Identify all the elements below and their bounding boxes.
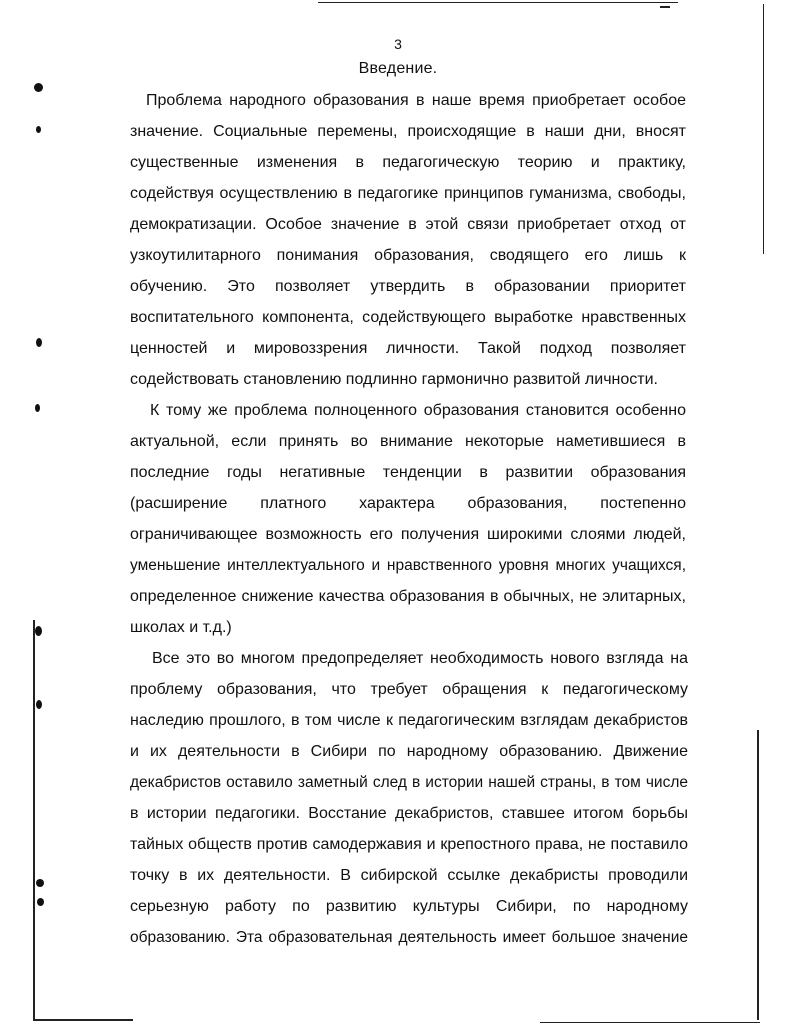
text-line: воспитательного компонента, содействующего выработке нравственных bbox=[130, 309, 686, 326]
text-line: последние годы негативные тенденции в развитии образования bbox=[130, 464, 686, 481]
text-line: тайных обществ против самодержавия и крепостного права, не поставило bbox=[130, 836, 688, 853]
text-line: демократизации. Особое значение в этой связи приобретает отход от bbox=[130, 216, 686, 233]
binder-mark bbox=[35, 626, 42, 636]
text-line: декабристов оставило заметный след в истории нашей страны, в том числе bbox=[130, 774, 688, 791]
text-line: содействовать становлению подлинно гармонично развитой личности. bbox=[130, 371, 658, 388]
text-line: серьезную работу по развитию культуры Сибири, по народному bbox=[130, 898, 688, 915]
binder-mark bbox=[36, 126, 41, 133]
binder-mark bbox=[36, 338, 42, 347]
text-line: школах и т.д.) bbox=[130, 619, 232, 636]
text-line: и их деятельности в Сибири по народному образованию. Движение bbox=[130, 743, 688, 760]
text-line: К тому же проблема полноценного образования становится особенно bbox=[150, 402, 686, 419]
text-line: определенное снижение качества образования в обычных, не элитарных, bbox=[130, 588, 686, 605]
scan-bottom-edge-right bbox=[540, 1022, 760, 1023]
text-line: ценностей и мировоззрения личности. Такой подход позволяет bbox=[130, 340, 686, 357]
page-number: 3 bbox=[394, 36, 402, 52]
text-line: проблему образования, что требует обращения к педагогическому bbox=[130, 681, 688, 698]
text-line: существенные изменения в педагогическую теорию и практику, bbox=[130, 154, 686, 171]
text-line: значение. Социальные перемены, происходящие в наши дни, вносят bbox=[130, 123, 686, 140]
scan-left-edge bbox=[33, 620, 35, 1020]
section-heading: Введение. bbox=[358, 60, 438, 77]
scan-right-edge-lower bbox=[757, 730, 759, 1020]
scan-top-mark bbox=[660, 6, 670, 8]
scan-top-edge bbox=[318, 2, 678, 3]
binder-mark bbox=[36, 700, 42, 709]
text-line: содействуя осуществлению в педагогике принципов гуманизма, свободы, bbox=[130, 185, 686, 202]
text-line: в истории педагогики. Восстание декабристов, ставшее итогом борьбы bbox=[130, 805, 688, 822]
scan-bottom-edge bbox=[33, 1019, 133, 1021]
text-line: ограничивающее возможность его получения широкими слоями людей, bbox=[130, 526, 686, 543]
text-line: точку в их деятельности. В сибирской ссылке декабристы проводили bbox=[130, 867, 688, 884]
binder-mark bbox=[35, 404, 40, 412]
binder-mark bbox=[36, 879, 44, 887]
text-line: уменьшение интеллектуального и нравственного уровня многих учащихся, bbox=[130, 557, 686, 574]
binder-mark bbox=[34, 83, 43, 92]
text-line: образованию. Эта образовательная деятельность имеет большое значение bbox=[130, 929, 688, 946]
text-line: узкоутилитарного понимания образования, сводящего его лишь к bbox=[130, 247, 686, 264]
text-line: Проблема народного образования в наше время приобретает особое bbox=[146, 92, 686, 109]
binder-mark bbox=[37, 898, 44, 906]
text-line: актуальной, если принять во внимание некоторые наметившиеся в bbox=[130, 433, 686, 450]
text-line: Все это во многом предопределяет необходимость нового взгляда на bbox=[152, 650, 688, 667]
text-line: обучению. Это позволяет утвердить в образовании приоритет bbox=[130, 278, 686, 295]
text-line: наследию прошлого, в том числе к педагогическим взглядам декабристов bbox=[130, 712, 688, 729]
text-line: (расширение платного характера образования, постепенно bbox=[130, 495, 686, 512]
